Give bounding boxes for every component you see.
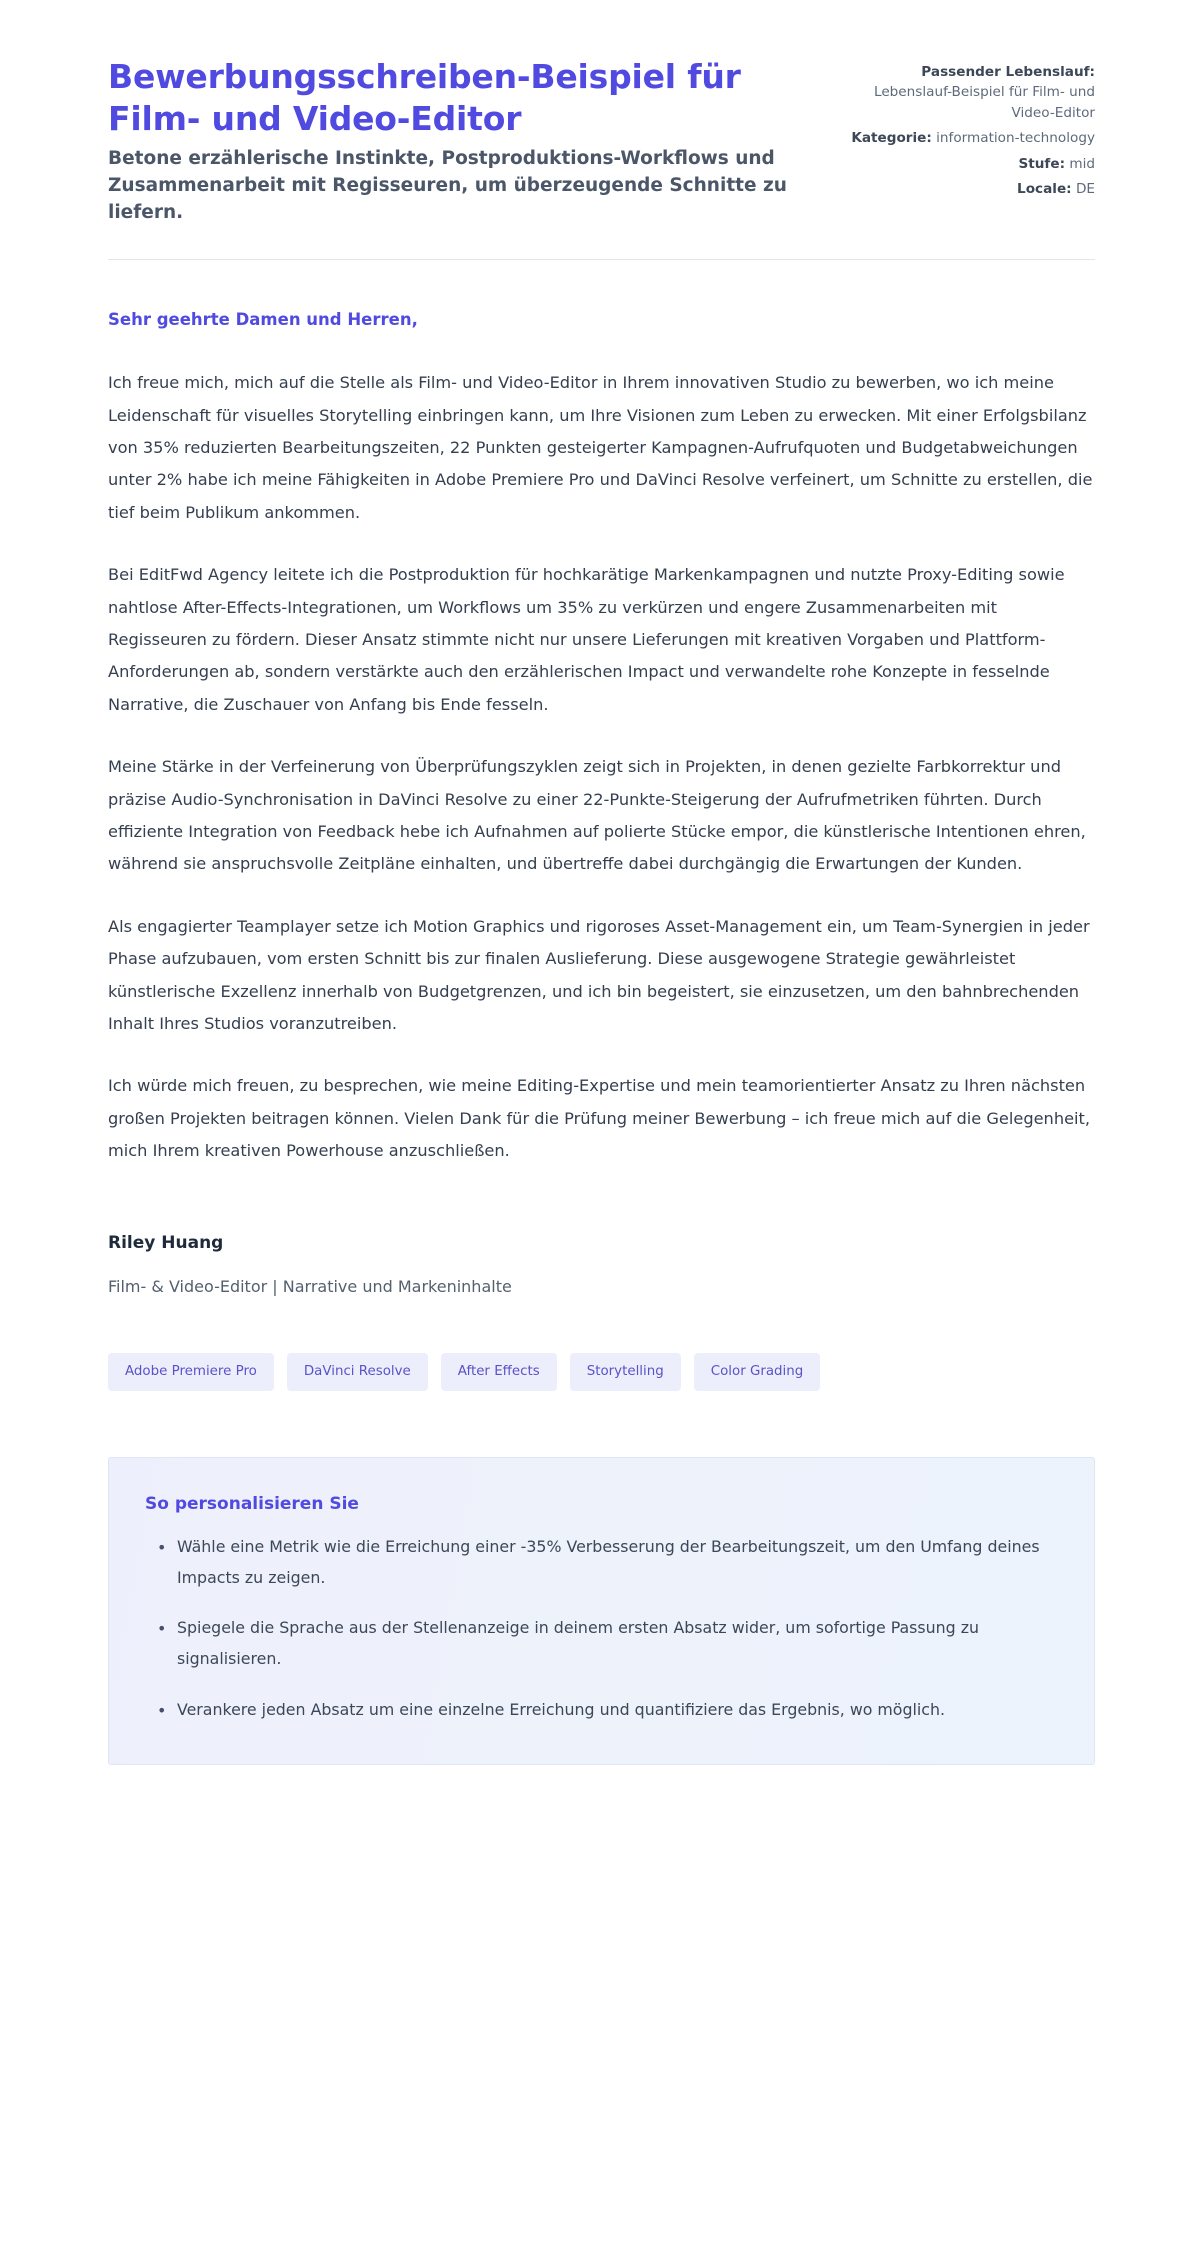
document-metadata [847, 56, 1095, 204]
letter-paragraph: Ich freue mich, mich auf die Stelle als Film- und Video-Editor in Ihrem innovativen Studio zu bewerben, wo ich meine Leidenschaft für visuelles Storytelling einbringen kann, um Ihre Visionen zum Leben zu erwecken. Mit einer Erfolgsbilanz von 35% reduzierten Bearbeitungszeiten, 22 Punkten gesteigerter Kampagnen-Aufrufquoten und Budgetabweichungen unter 2% habe ich meine Fähigkeiten in Adobe Premiere Pro und DaVinci Resolve verfeinert, um Schnitte zu erstellen, die tief beim Publikum ankommen. [108, 373, 1093, 522]
skill-tag[interactable]: DaVinci Resolve [287, 1353, 428, 1391]
signer-name: Riley Huang [108, 1232, 224, 1253]
meta-category-label: Kategorie: [851, 130, 932, 147]
tips-list-item: • Spiegele die Sprache aus der Stellenanzeige in deinem ersten Absatz wider, um sofortige Passung zu signalisieren. [167, 1613, 1054, 1675]
signer-role: Film- & Video-Editor | Narrative und Markeninhalte [108, 1276, 512, 1296]
skill-tag[interactable]: After Effects [441, 1353, 557, 1391]
meta-locale-label: Locale: [1017, 180, 1072, 197]
meta-level-value: mid [1069, 155, 1095, 172]
skill-tag[interactable]: Color Grading [694, 1353, 821, 1391]
signature-block [0, 1230, 1200, 1299]
tips-list [145, 1532, 1054, 1726]
skill-tag[interactable]: Adobe Premiere Pro [108, 1353, 274, 1391]
page-title: Bewerbungsschreiben-Beispiel für Film- und Video-Editor [108, 57, 741, 139]
letter-paragraph: Als engagierter Teamplayer setze ich Motion Graphics und rigoroses Asset-Management ein, um Team-Synergien in jeder Phase aufzubauen, vom ersten Schnitt bis zur finalen Auslieferung. Diese ausgewogene Strategie gewährleistet künstlerische Exzellenz innerhalb von Budgetgrenzen, und ich bin begeistert, sie einzusetzen, um den bahnbrechenden Inhalt Ihres Studios voranzutreiben. [108, 916, 1090, 1033]
tips-list-item: • Verankere jeden Absatz um eine einzelne Erreichung und quantifiziere das Ergebnis, wo möglich. [167, 1695, 1054, 1726]
letter-paragraph: Bei EditFwd Agency leitete ich die Postproduktion für hochkarätige Markenkampagnen und nutzte Proxy-Editing sowie nahtlose After-Effects-Integrationen, um Workflows um 35% zu verkürzen und engere Zusammenarbeiten mit Regisseuren zu fördern. Dieser Ansatz stimmte nicht nur unsere Lieferungen mit kreativen Vorgaben und Plattform-Anforderungen ab, sondern verstärkte auch den erzählerischen Impact und verwandelte rohe Konzepte in fesselnde Narrative, die Zuschauer von Anfang bis Ende fesseln. [108, 565, 1065, 714]
personalization-tips-panel [108, 1457, 1095, 1764]
meta-locale-value: DE [1075, 180, 1095, 197]
header-divider [108, 259, 1095, 260]
meta-matching-resume-label: Passender Lebenslauf: [921, 64, 1095, 80]
meta-category [847, 128, 1095, 148]
letter-paragraph: Meine Stärke in der Verfeinerung von Überprüfungszyklen zeigt sich in Projekten, in denen gezielte Farbkorrektur und präzise Audio-Synchronisation in DaVinci Resolve zu einer 22-Punkte-Steigerung der Aufrufmetriken führten. Durch effiziente Integration von Feedback hebe ich Aufnahmen auf polierte Stücke empor, die künstlerische Intentionen ehren, während sie anspruchsvolle Zeitpläne einhalten, und übertreffe dabei durchgängig die Erwartungen der Kunden. [108, 757, 1086, 874]
page-header [0, 0, 1200, 226]
skill-tag[interactable]: Storytelling [570, 1353, 681, 1391]
header-text-block [108, 56, 808, 226]
meta-locale [847, 179, 1095, 199]
meta-matching-resume [847, 62, 1095, 123]
tips-list-item: • Wähle eine Metrik wie die Erreichung einer -35% Verbesserung der Bearbeitungszeit, um den Umfang deines Impacts zu zeigen. [167, 1532, 1054, 1594]
letter-body [0, 308, 1200, 1167]
tips-title: So personalisieren Sie [145, 1494, 359, 1515]
meta-category-value: information-technology [936, 130, 1095, 147]
skill-tag-list [0, 1353, 1200, 1391]
letter-paragraph: Ich würde mich freuen, zu besprechen, wie meine Editing-Expertise und mein teamorientierter Ansatz zu Ihren nächsten großen Projekten beitragen können. Vielen Dank für die Prüfung meiner Bewerbung – ich freue mich auf die Gelegenheit, mich Ihrem kreativen Powerhouse anzuschließen. [108, 1076, 1091, 1161]
page-subtitle: Betone erzählerische Instinkte, Postproduktions-Workflows und Zusammenarbeit mit Regisseuren, um überzeugende Schnitte zu liefern. [108, 148, 787, 223]
salutation: Sehr geehrte Damen und Herren, [108, 310, 418, 330]
meta-level [847, 154, 1095, 174]
meta-matching-resume-value: Lebenslauf-Beispiel für Film- und Video-Editor [873, 84, 1095, 121]
meta-level-label: Stufe: [1018, 155, 1066, 172]
